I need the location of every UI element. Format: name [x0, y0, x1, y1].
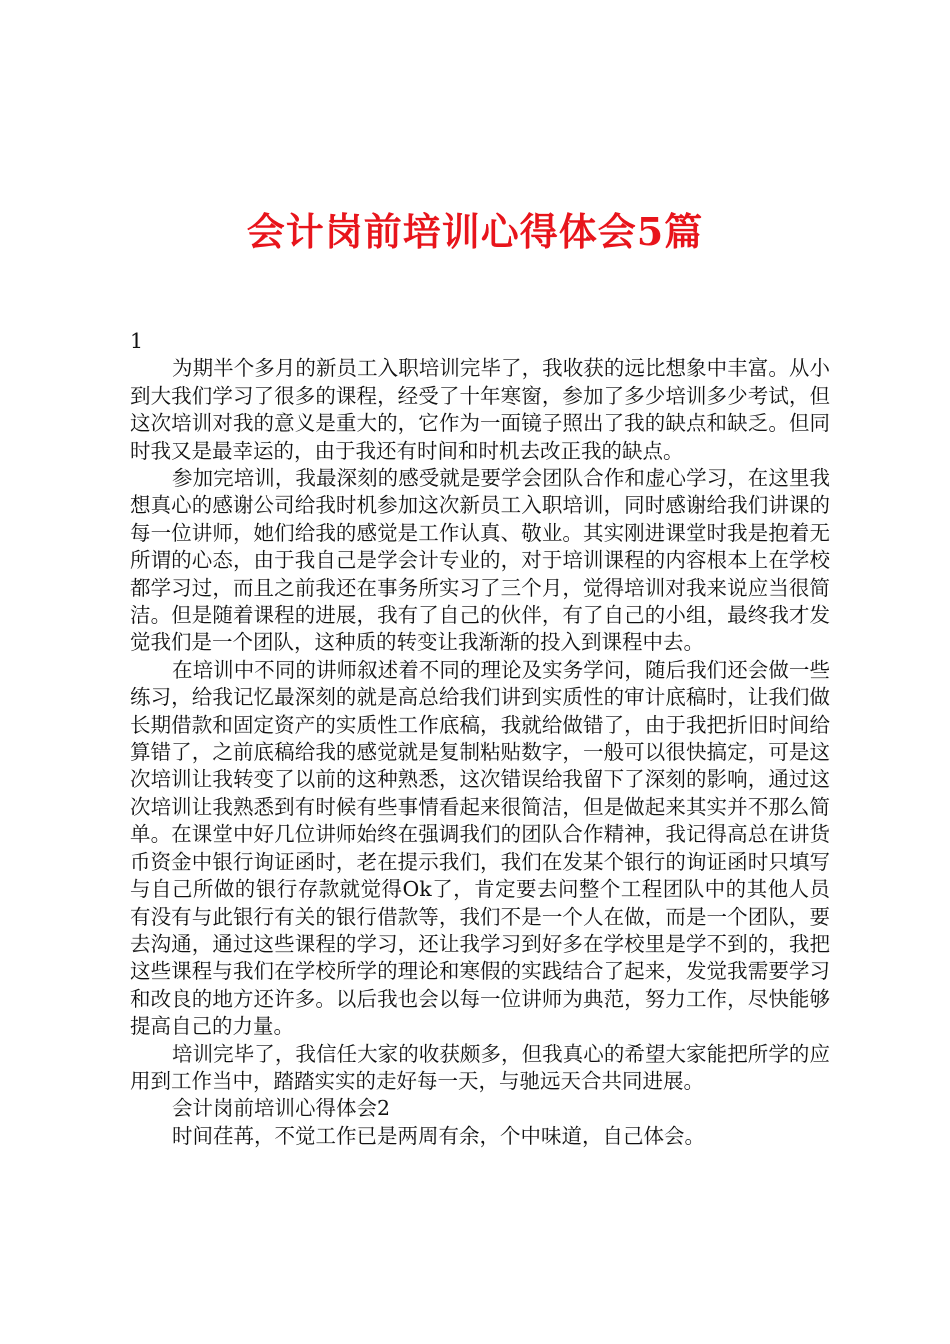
section-number: 1: [130, 329, 144, 353]
document-title: 会计岗前培训心得体会5篇: [246, 209, 704, 254]
paragraph-2: 参加完培训，我最深刻的感受就是要学会团队合作和虚心学习，在这里我想真心的感谢公司给我时机参加这次新员工入职培训，同时感谢给我们讲课的每一位讲师，她们给我的感觉是工作认真、敬业。其实刚进课堂时我是抱着无所谓的心态，由于我自己是学会计专业的，对于培训课程的内容根本上在学校都学习过，而且之前我还在事务所实习了三个月，觉得培训对我来说应当很简洁。但是随着课程的进展，我有了自己的伙伴，有了自己的小组，最终我才发觉我们是一个团队，这种质的转变让我渐渐的投入到课程中去。: [130, 466, 830, 655]
paragraph-1: 为期半个多月的新员工入职培训完毕了，我收获的远比想象中丰富。从小到大我们学习了很多的课程，经受了十年寒窗，参加了多少培训多少考试，但这次培训对我的意义是重大的，它作为一面镜子照出了我的缺点和缺乏。但同时我又是最幸运的，由于我还有时间和时机去改正我的缺点。: [130, 356, 830, 463]
section-2-first-line: 时间荏苒，不觉工作已是两周有余，个中味道，自己体会。: [172, 1123, 705, 1148]
document-body: [130, 328, 830, 1150]
paragraph-4: 培训完毕了，我信任大家的收获颇多，但我真心的希望大家能把所学的应用到工作当中，踏踏实实的走好每一天，与驰远天合共同进展。: [130, 1041, 830, 1093]
section-2-heading: 会计岗前培训心得体会2: [172, 1096, 391, 1121]
paragraph-3: 在培训中不同的讲师叙述着不同的理论及实务学问，随后我们还会做一些练习，给我记忆最深刻的就是高总给我们讲到实质性的审计底稿时，让我们做长期借款和固定资产的实质性工作底稿，我就给做错了，由于我把折旧时间给算错了，之前底稿给我的感觉就是复制粘贴数字，一般可以很快搞定，可是这次培训让我转变了以前的这种熟悉，这次错误给我留下了深刻的影响，通过这次培训让我熟悉到有时候有些事情看起来很简洁，但是做起来其实并不那么简单。在课堂中好几位讲师始终在强调我们的团队合作精神，我记得高总在讲货币资金中银行询证函时，老在提示我们，我们在发某个银行的询证函时只填写与自己所做的银行存款就觉得Ok了，肯定要去问整个工程团队中的其他人员有没有与此银行有关的银行借款等，我们不是一个人在做，而是一个团队，要去沟通，通过这些课程的学习，还让我学习到好多在学校里是学不到的，我把这些课程与我们在学校所学的理论和寒假的实践结合了起来，发觉我需要学习和改良的地方还许多。以后我也会以每一位讲师为典范，努力工作，尽快能够提高自己的力量。: [130, 657, 830, 1039]
